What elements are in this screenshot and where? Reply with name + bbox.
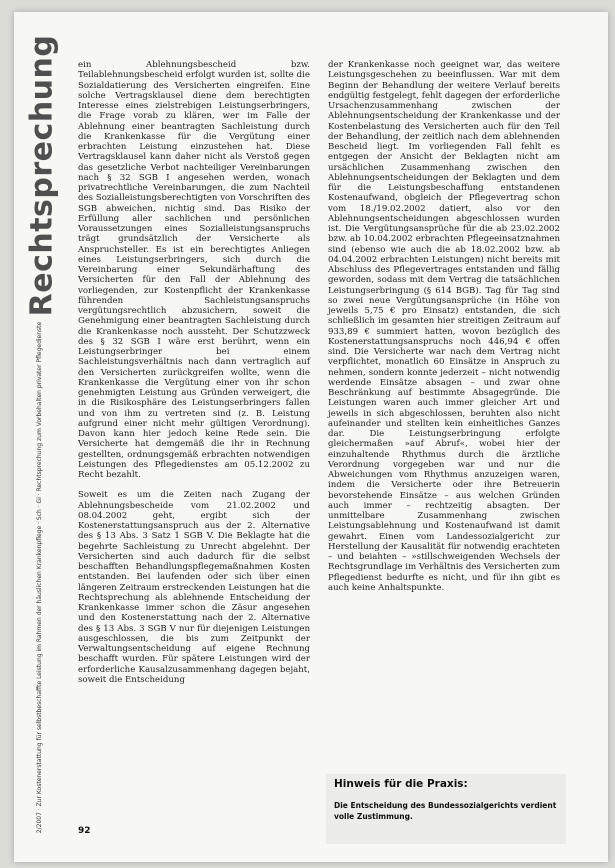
document-page	[14, 12, 608, 862]
right-text-column	[328, 60, 560, 603]
practice-note-title: Hinweis für die Praxis:	[334, 778, 468, 790]
practice-note-text: Die Entscheidung des Bundessozialgerichts verdient volle Zustimmung.	[334, 801, 557, 821]
body-paragraph: der Krankenkasse noch geeignet war, das weitere Leistungsgeschehen zu beeinflussen. War mit dem Beginn der Behandlung der weitere Verlauf bereits endgültig festgelegt, fehlt dagegen der erforderliche Ursachenzusammenhang zwischen der Ablehnungsentscheidung der Krankenkasse und der Kostenbelastung des Versicherten auch für den Teil der Behandlung, der zeitlich nach dem ablehnenden Bescheid liegt. Im vorliegenden Fall fehlt es entgegen der Ansicht der Beklagten nicht am ursächlichen Zusammenhang zwischen den Ablehnungsentscheidungen der Beklagten und dem für die Leistungsbeschaffung entstandenen Kostenaufwand, obgleich der Pflegevertrag schon vom 18./19.02.2002 datiert, also vor den Ablehnungsentscheidungen abgeschlossen wurden ist. Die Vergütungsansprüche für die ab 23.02.2002 bzw. ab 10.04.2002 erbrachten Pflegeeinsatznahmen sind (ebenso wie auch die ab 18.02.2002 bzw. ab 04.04.2002 erbrachten Leistungen) nicht bereits mit Abschluss des Pflegevertrages entstanden und fällig geworden, sodass mit dem Vertrag die tatsächlichen Leistungserbringung (§ 614 BGB). Tag für Tag sind so zwei neue Vergütungsansprüche (in Höhe von jeweils 5,75 € pro Einsatz) entstanden, die sich schließlich im gesamten hier streitigen Zeitraum auf 933,89 € summiert hatten, wovon bezüglich des Kostenerstattungsanspruchs noch 446,94 € offen sind. Die Versicherte war nach dem Vertrag nicht verpflichtet, monatlich 60 Einsätze in Anspruch zu nehmen, sondern konnte jederzeit – nicht notwendig werdende Einsätze absagen – und zwar ohne Beschränkung auf bestimmte Absagegründe. Die Leistungen waren auch immer gleicher Art und jeweils in sich abgeschlossen, beruhten also nicht aufeinander und stellten kein einheitliches Ganzes dar. Die Leistungserbringung erfolgte gleichermaßen »auf Abruf«, wobei hier der einzuhaltende Rhythmus durch die ärztliche Verordnung vorgegeben war und nur die Abweichungen vom Rhythmus anzuzeigen waren, indem die Versicherte oder ihre Betreuerin bevorstehende Einsätze – aus welchen Gründen auch immer – rechtzeitig absagten. Der unmittelbare Zusammenhang zwischen Leistungsablehnung und Kostenaufwand ist damit gewahrt. Einen vom Landessozialgericht zur Herstellung der Kausalität für notwendig erachteten – und beiahten – »stillschweigenden Wechsels der Rechtsgrundlage im Verhältnis des Versicherten zum Pflegedienst bedurfte es nicht, und für ihn gibt es auch keine Anhaltspunkte.	[328, 60, 560, 593]
section-title: Rechtsprechung	[24, 34, 60, 316]
body-paragraph: Soweit es um die Zeiten nach Zugang der Ablehnungsbescheide vom 21.02.2002 und 08.04.2002 geht, ergibt sich der Kostenerstattungsanspruch aus der 2. Alternative des § 13 Abs. 3 Satz 1 SGB V. Die Beklagte hat die begehrte Sachleistung zu Unrecht abgelehnt. Der Versicherten sind auch dadurch für die selbst beschafften Behandlungspflegemaßnahmen Kosten entstanden. Bei laufenden oder sich über einen längeren Zeitraum erstreckenden Leistungen hat die Rechtsprechung als ablehnende Entscheidung der Krankenkasse immer schon die Zäsur angesehen und den Kostenerstattung nach der 2. Alternative des § 13 Abs. 3 SGB V nur für diejenigen Leistungen ausgeschlossen, die bis zum Zeitpunkt der Verwaltungsentscheidung auf eigene Rechnung beschafft wurden. Für spätere Leistungen wird der erforderliche Kausalzusammenhang dagegen bejaht, soweit die Entscheidung	[78, 490, 310, 685]
running-header-vertical	[28, 312, 52, 842]
running-header-text: 2/2007 · Zur Kostenerstattung für selbstbeschaffte Leistung im Rahmen der häuslichen Krankenpflege · Sch · Gi · Rechtsprechung zum Vorbehalten privater Pflegedienste	[36, 321, 44, 833]
practice-note-box	[326, 774, 566, 844]
body-paragraph: ein Ablehnungsbescheid bzw. Teilablehnungsbescheid erfolgt wurden ist, sollte die Sozialdatierung des Versicherten eingreifen. Eine solche Vertragsklausel diene dem berechtigten Interesse eines zielstrebigen Leistungserbringers, die Frage vorab zu klären, wer im Falle der Ablehnung einer beantragten Sachleistung durch die Krankenkasse für die Vergütung einer erbrachten Leistung einzustehen hat. Diese Vertragsklausel kann daher nicht als Verstoß gegen das gesetzliche Verbot nachteiliger Vereinbarungen nach § 32 SGB I angesehen werden, wonach privatrechtliche Vereinbarungen, die zum Nachteil des Sozialleistungsberechtigten von Vorschriften des SGB abweichen, nichtig sind. Das Risiko der Erfüllung aller sachlichen und persönlichen Voraussetzungen eines Sozialleistungsanspruchs trägt grundsätzlich der Versicherte als Anspruchsteller. Es ist ein berechtigtes Anliegen eines Leistungserbringers, sich durch die Vereinbarung einer Sekundärhaftung des Versicherten für den Fall der Ablehnung des vorliegenden, zur Kostenpflicht der Krankenkasse führenden Sachleistungsanspruchs vergütungsrechtlich abzusichern, soweit die Genehmigung einer beantragten Sachleistung durch die Krankenkasse noch aussteht. Der Schutzzweck des § 32 SGB I wäre erst berührt, wenn ein Leistungserbringer bei einem Sachleistungsverhältnis nach dann vertraglich auf den Versicherten zurückgreifen wollte, wenn die Krankenkasse die Vergütung einer von ihr schon genehmigten Leistung aus Gründen verweigert, die in die Risikosphäre des Leistungserbringers fallen und von ihm zu vertreten sind (z. B. Leistung aufgrund einer nicht mehr gültigen Verordnung). Davon kann hier jedoch keine Rede sein. Die Versicherte hat demgemäß die ihr in Rechnung gestellten, ordnungsgemäß erbrachten notwendigen Leistungen des Pflegedienstes am 05.12.2002 zu Recht bezahlt.	[78, 60, 310, 480]
section-title-vertical	[22, 34, 62, 316]
left-text-column	[78, 60, 310, 695]
page-number: 92	[78, 826, 91, 836]
